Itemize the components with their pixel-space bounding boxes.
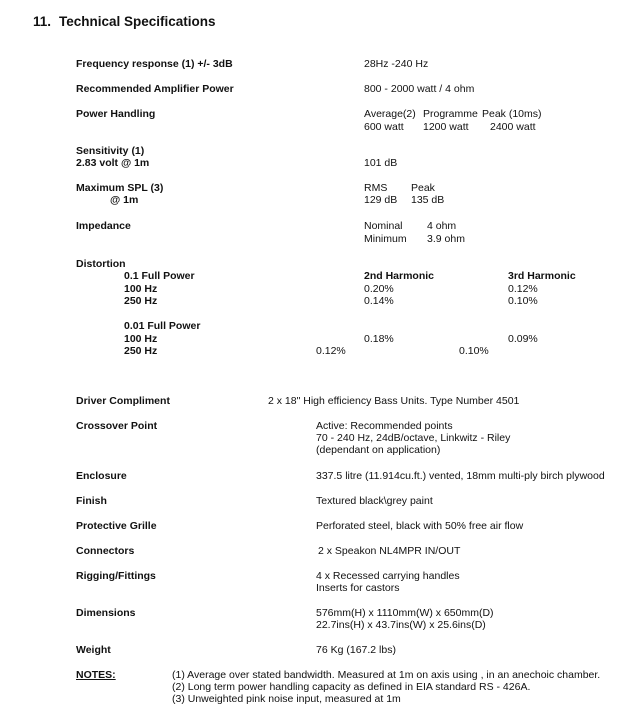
power-header-programme: Programme	[423, 108, 478, 120]
rigging-line1: 4 x Recessed carrying handles	[316, 570, 460, 582]
power-header-average: Average(2)	[364, 108, 416, 120]
spl-label: Maximum SPL (3)	[76, 182, 164, 194]
distortion-group2-row1-label: 100 Hz	[124, 333, 158, 345]
distortion-2nd-harmonic-header: 2nd Harmonic	[364, 270, 435, 282]
spl-peak-value: 135 dB	[411, 194, 445, 206]
distortion-group2-row1-h3: 0.09%	[508, 333, 538, 345]
impedance-minimum-value: 3.9 ohm	[427, 233, 465, 245]
distortion-group1-row2-h2: 0.14%	[364, 295, 394, 307]
impedance-label: Impedance	[76, 220, 131, 232]
weight-label: Weight	[76, 644, 111, 656]
power-header-peak: Peak (10ms)	[482, 108, 542, 120]
distortion-group1-label: 0.1 Full Power	[124, 270, 195, 282]
power-label: Power Handling	[76, 108, 156, 120]
page-title: Technical Specifications	[59, 14, 216, 29]
note-2: (2) Long term power handling capacity as defined in EIA standard RS - 426A.	[172, 681, 531, 693]
impedance-minimum-label: Minimum	[364, 233, 407, 245]
rigging-label: Rigging/Fittings	[76, 570, 156, 582]
spl-rms-header: RMS	[364, 182, 388, 194]
impedance-nominal-value: 4 ohm	[427, 220, 457, 232]
driver-label: Driver Compliment	[76, 395, 170, 407]
dimensions-label: Dimensions	[76, 607, 136, 619]
sensitivity-value: 101 dB	[364, 157, 398, 169]
grille-value: Perforated steel, black with 50% free air flow	[316, 520, 524, 532]
distortion-3rd-harmonic-header: 3rd Harmonic	[508, 270, 576, 282]
rigging-line2: Inserts for castors	[316, 582, 400, 594]
distortion-label: Distortion	[76, 258, 126, 270]
spl-rms-value: 129 dB	[364, 194, 398, 206]
spl-peak-header: Peak	[411, 182, 435, 194]
crossover-line2: 70 - 240 Hz, 24dB/octave, Linkwitz - Riley	[316, 432, 511, 444]
finish-label: Finish	[76, 495, 107, 507]
amp-value: 800 - 2000 watt / 4 ohm	[364, 83, 475, 95]
grille-label: Protective Grille	[76, 520, 157, 532]
weight-value: 76 Kg (167.2 lbs)	[316, 644, 396, 656]
dimensions-imperial: 22.7ins(H) x 43.7ins(W) x 25.6ins(D)	[316, 619, 486, 631]
connectors-value: 2 x Speakon NL4MPR IN/OUT	[318, 545, 461, 557]
distortion-group1-row2-label: 250 Hz	[124, 295, 158, 307]
power-value-programme: 1200 watt	[423, 121, 469, 133]
enclosure-label: Enclosure	[76, 470, 127, 482]
distortion-group1-row1-label: 100 Hz	[124, 283, 158, 295]
distortion-group2-row1-h2: 0.18%	[364, 333, 394, 345]
distortion-group2-label: 0.01 Full Power	[124, 320, 201, 332]
freq-value: 28Hz -240 Hz	[364, 58, 429, 70]
distortion-group2-row2-h2: 0.12%	[316, 345, 346, 357]
distortion-group1-row1-h2: 0.20%	[364, 283, 394, 295]
spl-condition: @ 1m	[110, 194, 139, 206]
power-value-average: 600 watt	[364, 121, 404, 133]
note-1: (1) Average over stated bandwidth. Measured at 1m on axis using , in an anechoic chamber.	[172, 669, 601, 681]
distortion-group2-row2-label: 250 Hz	[124, 345, 158, 357]
amp-label: Recommended Amplifier Power	[76, 83, 234, 95]
distortion-group1-row1-h3: 0.12%	[508, 283, 538, 295]
distortion-group2-row2-h3: 0.10%	[459, 345, 489, 357]
section-number: 11.	[33, 14, 52, 29]
sensitivity-condition: 2.83 volt @ 1m	[76, 157, 150, 169]
sensitivity-label: Sensitivity (1)	[76, 145, 145, 157]
finish-value: Textured black\grey paint	[316, 495, 433, 507]
impedance-nominal-label: Nominal	[364, 220, 403, 232]
enclosure-value: 337.5 litre (11.914cu.ft.) vented, 18mm multi-ply birch plywood	[316, 470, 605, 482]
distortion-group1-row2-h3: 0.10%	[508, 295, 538, 307]
driver-value: 2 x 18" High efficiency Bass Units. Type Number 4501	[268, 395, 520, 407]
note-3: (3) Unweighted pink noise input, measured at 1m	[172, 693, 401, 705]
crossover-line3: (dependant on application)	[316, 444, 441, 456]
power-value-peak: 2400 watt	[490, 121, 536, 133]
freq-label: Frequency response (1) +/- 3dB	[76, 58, 233, 70]
connectors-label: Connectors	[76, 545, 135, 557]
dimensions-metric: 576mm(H) x 1110mm(W) x 650mm(D)	[316, 607, 494, 619]
crossover-line1: Active: Recommended points	[316, 420, 453, 432]
notes-heading: NOTES:	[76, 669, 116, 681]
crossover-label: Crossover Point	[76, 420, 158, 432]
